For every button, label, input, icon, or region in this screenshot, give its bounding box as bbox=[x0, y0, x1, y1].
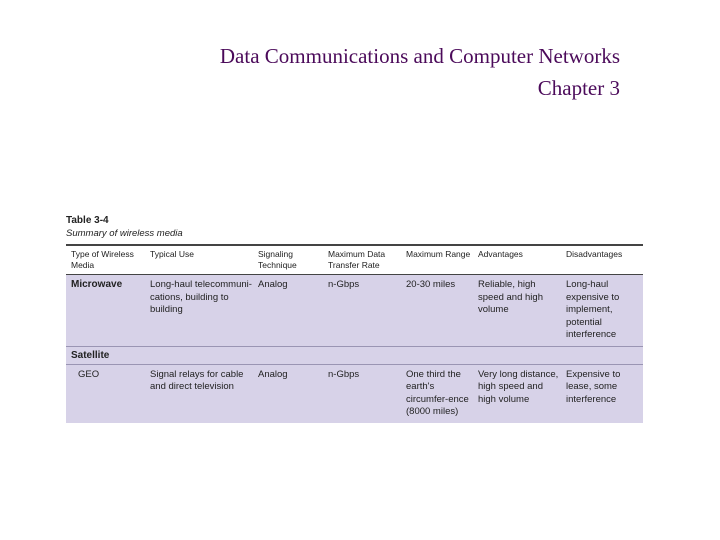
cell-max-range: 20-30 miles bbox=[406, 279, 456, 290]
cell-use: Signal relays for cable and direct television bbox=[150, 368, 244, 392]
cell-max-range: One third the earth's circumfer-ence (8000 miles) bbox=[406, 368, 469, 417]
cell-advantages: Reliable, high speed and high volume bbox=[478, 279, 543, 315]
header-disadvantages: Disadvantages bbox=[566, 249, 623, 259]
cell-disadvantages: Expensive to lease, some interference bbox=[566, 368, 621, 405]
table-body bbox=[66, 275, 643, 423]
cell-disadvantages: Long-haul expensive to implement, potential interference bbox=[566, 279, 620, 340]
header-type: Type of Wireless Media bbox=[71, 249, 134, 270]
cell-type: Microwave bbox=[71, 279, 123, 290]
cell-signaling: Analog bbox=[258, 368, 288, 380]
table-caption: Summary of wireless media bbox=[66, 228, 183, 239]
section-satellite: Satellite bbox=[66, 347, 643, 365]
cell-max-rate: n-Gbps bbox=[328, 279, 360, 290]
header-use: Typical Use bbox=[150, 249, 194, 259]
header-advantages: Advantages bbox=[478, 249, 523, 259]
cell-advantages: Very long distance, high speed and high volume bbox=[478, 368, 559, 405]
header-signaling: Signaling Technique bbox=[258, 249, 297, 270]
slide-title bbox=[220, 40, 620, 104]
header-max-range: Maximum Range bbox=[406, 249, 471, 259]
wireless-media-table bbox=[66, 214, 643, 423]
header-max-rate: Maximum Data Transfer Rate bbox=[328, 249, 386, 270]
table-header-row bbox=[66, 246, 643, 275]
table-row-microwave bbox=[66, 275, 643, 347]
cell-use: Long-haul telecommuni-cations, building to building bbox=[150, 279, 252, 315]
slide-title-line2: Chapter 3 bbox=[537, 76, 620, 100]
slide-title-line1: Data Communications and Computer Networks bbox=[219, 44, 620, 68]
cell-signaling: Analog bbox=[258, 279, 288, 290]
table-number: Table 3-4 bbox=[66, 215, 109, 226]
cell-max-rate: n-Gbps bbox=[328, 368, 360, 380]
table-row-geo bbox=[66, 365, 643, 423]
cell-type: GEO bbox=[78, 368, 100, 380]
